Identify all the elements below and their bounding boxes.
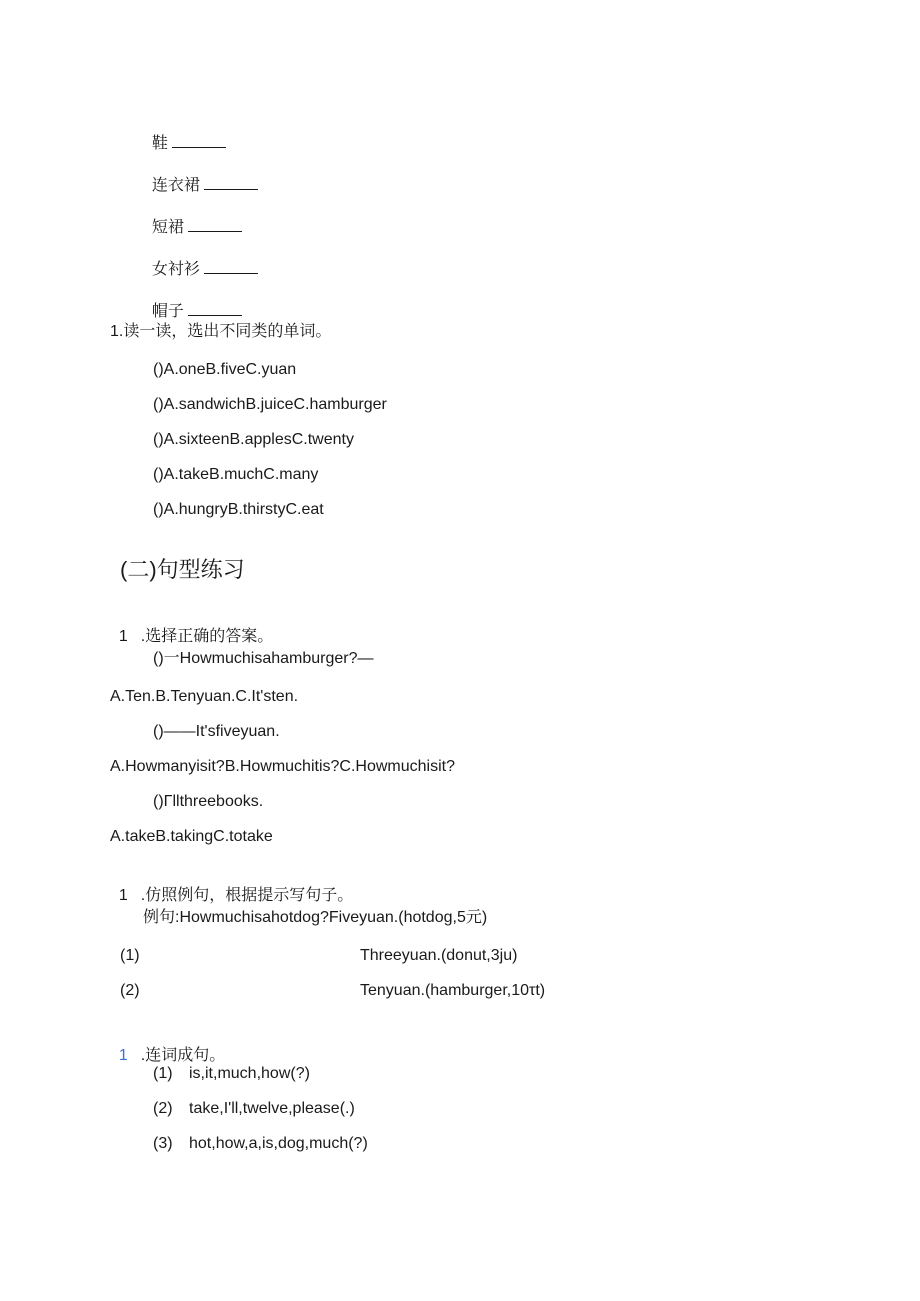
question-number: 1 — [118, 887, 128, 904]
question-heading-text: .选择正确的答案。 — [140, 628, 274, 645]
answer-blank[interactable] — [188, 301, 242, 316]
item-text: take,I'll,twelve,please(.) — [189, 1100, 355, 1117]
answer-options: A.takeB.takingC.totake — [110, 828, 273, 845]
vocab-item — [143, 197, 242, 238]
vocab-label: 女衬衫 — [151, 261, 200, 278]
section-heading: 1.读一读，选出不同类的单词。 — [110, 323, 332, 340]
vocab-label: 连衣裙 — [151, 177, 200, 194]
vocab-item — [143, 281, 242, 322]
answer-blank[interactable] — [188, 217, 242, 232]
question-item: ()A.sixteenB.applesC.twenty — [153, 431, 354, 448]
question-item: ()——It'sfiveyuan. — [153, 723, 280, 740]
row-text: Threeyuan.(donut,3ju) — [360, 947, 518, 964]
item-label: (2) — [153, 1100, 173, 1117]
question-heading-text: .连词成句。 — [140, 1047, 226, 1064]
question-heading-text: .仿照例句，根据提示写句子。 — [140, 887, 354, 904]
item-text: hot,how,a,is,dog,much(?) — [189, 1135, 368, 1152]
vocab-item — [143, 239, 258, 280]
row-label: (1) — [120, 947, 140, 964]
answer-options: A.Ten.B.Tenyuan.C.It'sten. — [110, 688, 299, 705]
question-item: ()A.takeB.muchC.many — [153, 466, 319, 483]
answer-blank[interactable] — [172, 133, 226, 148]
question-heading — [110, 866, 353, 906]
example-sentence: 例句:Howmuchisahotdog?Fiveyuan.(hotdog,5元) — [143, 909, 488, 926]
vocab-label: 短裙 — [151, 219, 184, 236]
question-number: 1 — [118, 1047, 128, 1064]
question-item: ()A.oneB.fiveC.yuan — [153, 361, 297, 378]
part-title: (二)句型练习 — [120, 557, 245, 582]
question-item: ()一Howmuchisahamburger?— — [153, 650, 374, 667]
question-number: 1 — [118, 628, 128, 645]
question-item: ()A.sandwichB.juiceC.hamburger — [153, 396, 387, 413]
item-label: (3) — [153, 1135, 173, 1152]
row-text: Tenyuan.(hamburger,10τt) — [360, 982, 546, 999]
answer-blank[interactable] — [204, 259, 258, 274]
item-label: (1) — [153, 1065, 173, 1082]
vocab-item — [143, 155, 258, 196]
answer-blank[interactable] — [204, 175, 258, 190]
question-item: ()A.hungryB.thirstyC.eat — [153, 501, 324, 518]
question-item: ()Γllthreebooks. — [153, 793, 264, 810]
vocab-label: 帽子 — [151, 303, 184, 320]
vocab-item — [143, 113, 226, 154]
question-heading — [110, 607, 273, 647]
item-text: is,it,much,how(?) — [189, 1065, 310, 1082]
answer-options: A.Howmanyisit?B.Howmuchitis?C.Howmuchisit? — [110, 758, 455, 775]
row-label: (2) — [120, 982, 140, 999]
vocab-label: 鞋 — [151, 135, 168, 152]
question-heading — [110, 1026, 225, 1066]
